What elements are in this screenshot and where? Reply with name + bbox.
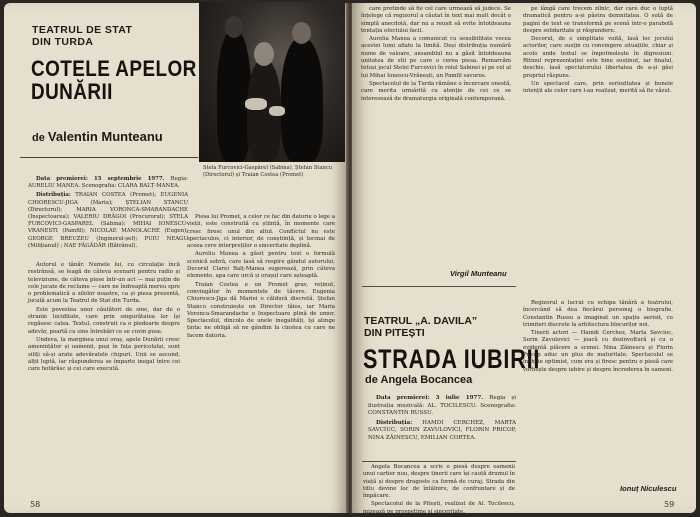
photo-figure-left — [217, 30, 251, 162]
cast2-label: Distribuția: — [376, 419, 413, 426]
theatre-name-line-1: TEATRUL DE STAT — [32, 24, 133, 36]
premiere-date: Data premierei: 15 septembrie 1977. — [36, 176, 165, 182]
paragraph: Decorul, de o simplitate voită, lasă loc jocului actorilor, care susțin cu convingere situațiile, chiar și acolo unde textul se împotmolește în digresiuni. Ritmul reprezentației este bine susținut, iar finalul, deschis, lasă spectatorului libertatea de a-și găsi propriul răspuns. — [523, 36, 673, 79]
theatre2-line-2: DIN PITEȘTI — [364, 327, 425, 339]
right-article-column-2 — [523, 6, 673, 97]
section-divider — [362, 286, 516, 287]
review-signature-2: Ionuț Niculescu — [620, 484, 677, 493]
author-name: Valentin Munteanu — [47, 129, 163, 144]
paragraph: care pretinde să fie cel care urmează să judece. Se înțelege că regizorul a căutat în text mai mult decât o simplă anecdotă, dar nu a reușit să evite întotdeauna tentația efectului facil. — [361, 6, 511, 34]
review-signature-1: Virgil Munteanu — [450, 269, 507, 278]
credits-block — [28, 176, 188, 250]
paragraph: pe lângă care trecem zilnic, dar care duc o luptă dramatică pentru a-și păstra demnitatea. O sută de pagini de text se transformă pe scenă într-o parabolă despre solidaritate și răspundere. — [523, 6, 673, 34]
play-title-line-1: COTELE APELOR — [31, 56, 197, 81]
cast2-list: HAMDI CERCHEZ, MARTA SAVCIUC, SORIN ZAVULOVICI, FLORIN PRICOP, NINA ZĂINESCU, EMILIAN CORTEA. — [368, 419, 516, 441]
left-article-column-2 — [187, 214, 335, 341]
theatre2-name — [364, 315, 477, 339]
photo-head-left — [225, 16, 243, 38]
photo-head-center — [254, 42, 274, 66]
paragraph: Spectacolul de la Pitești, realizat de Al. Tocilescu, mizează pe prospețime și sinceritate. — [363, 501, 515, 515]
photo-hands-2 — [269, 106, 285, 116]
production-photo — [199, 2, 345, 162]
credits2-rule — [362, 461, 516, 462]
theatre-name-line-2: DIN TURDA — [32, 36, 94, 48]
paragraph: Este povestea unor căutători de sine, dar de o stranie luciditate, care prin singurătatea lor își regăsesc calea. Textul, construit ca o pledoarie despre adevăr, poartă cu sine întrebări ce se cuvin puse. — [28, 306, 180, 335]
left-article-column-1 — [28, 262, 180, 374]
paragraph: Un spectacol care, prin seriozitatea și bunele intenții ale celor care l-au realizat, merită să fie văzut. — [523, 80, 673, 95]
right-article-column-1 — [361, 6, 511, 104]
paragraph: Traian Costea e un Promet grav, reținut, convingător în momentele de tăcere. Eugenia Chiorescu-Jiga dă Mariei o căldură discretă. Ștefan Stancu construiește un Director tăios, iar Maria Voronca-Smarandache o Inspectoare plină de umor. Spectacolul, dincolo de unele inegalități, își atinge ținta: ne obligă să ne gândim la cinstea cu care ne facem datoria. — [187, 281, 335, 339]
theatre2-line-1: TEATRUL „A. DAVILA” — [364, 315, 478, 327]
play-title-line-2: DUNĂRII — [31, 79, 113, 104]
author2-byline — [365, 374, 472, 386]
paragraph: Aurelia Manea a comunicat cu sensibilitate vocea acestei lumi aflate la limită. Deși distribuția numără nume de valoare, ansamblul nu a găsit întotdeauna unitatea de stil pe care o cerea piesa. Remarcăm totuși jocul Stelei Furcovici în rolul Sabinei și pe cel al lui Mihai Ionescu-Vrănești, un Pamfil savuros. — [361, 36, 511, 79]
photo-figure-right — [281, 38, 323, 162]
paragraph: Undeva, la marginea unui oraș, apele Dunării cresc amenințător și oamenii, puși în fața pericolului, sunt siliți să-și arate adevăratele chipuri. Unii se ascund, alții luptă, iar răspunderea se împarte inegal între cei care hotărăsc și cei care execută. — [28, 336, 180, 373]
paragraph: Piesa lui Promet, a celor ce fac din datorie o lege a vieții, este construită cu știință, în momente care cresc firesc unul din altul. Conflictul nu este spectaculos, ci interior, de conștiință, și tocmai de aceea cere interpreților o sinceritate deplină. — [187, 214, 335, 250]
photo-head-right — [292, 22, 311, 44]
paragraph: Angela Bocancea a scris o piesă despre oamenii unui cartier nou, despre tinerii care își caută drumul în viață și despre dragoste ca formă de curaj. Strada din titlu devine loc de întâlnire, de confruntare și de împăcare. — [363, 464, 515, 500]
cast-list: TRAIAN COSTEA (Promet); EUGENIA CHIORESCU-JIGA (Maria); ȘTELIAN STANCU (Directorul); MARIA VORONCA-SMARANDACHE (Inspectoarea); VALERIU DRĂGOI (Procurorul); STELA FURCOVICI-GASPAREL (Sabina); MIHAI IONESCU-VRANESTI (Pamfil); NICOLAE MANOLACHE (Eugen); GEORGE BREUZEU (Inginerul-șef); PUIU NEAGU (Milițianul) ; NAE FĂGĂDĂR (Bătrânul). — [28, 192, 188, 249]
paragraph: Spectacolul de la Turda rămâne o încercare onestă, care merita urmărită cu atenție de cei ce se interesează de dramaturgia originală contemporană. — [361, 80, 511, 102]
author-byline — [32, 129, 163, 144]
direction2-credits: Regia și ilustrația muzicală: AL. TOCILESCU. Scenografia: CONSTANTIN RUSSU. — [368, 395, 516, 417]
page-number-right: 59 — [664, 500, 675, 509]
paragraph: Aureliu Manea a găsit pentru text o formulă scenică sobră, care lasă să respire gândul autorului. Decorul Clarei Balț-Manea sugerează, prin câteva elemente, apa care urcă și orașul care așteaptă. — [187, 251, 335, 280]
right-article-column-3 — [363, 464, 515, 517]
cast-label: Distribuția: — [36, 192, 71, 199]
photo-caption: Stela Furcovici-Gaspărel (Sabina), Ștefan Stancu (Directorul) și Traian Costea (Promet) — [203, 165, 333, 178]
credits2-block — [368, 395, 516, 443]
byline-prefix: de — [32, 132, 45, 144]
paragraph: Autorul e tânăr. Numele lui, cu circulație încă restrânsă, se leagă de câteva scenarii pentru radio și televiziune, de câteva piese într-un act — mai puțin de cele jucate de reclame — care ne îndreaptă mereu spre o problematică a zilelor noastre, ca și piesa prezentă, jucată acum la Teatrul de Stat din Turda. — [28, 262, 180, 305]
photo-hands — [245, 98, 267, 110]
paragraph: Regizorul a lucrat cu echipa tânără a teatrului, încercând să dea fiecărui personaj o biografie. Constantin Russu a imaginat un spațiu aerisit, cu trimiteri discrete la arhitectura blocurilor noi. — [523, 300, 673, 328]
paragraph: Tinerii actori — Hamdi Cerchez, Marta Savciuc, Sorin Zavulovici — joacă cu dezinvoltură și cu o evidentă plăcere a scenei. Nina Zăinescu și Florin Pricop aduc un plus de maturitate. Spectacolul se încheie optimist, cum era și firesc pentru o piesă care vorbește despre iubire și despre încrederea în oameni. — [523, 330, 673, 373]
right-article-column-4 — [523, 300, 673, 375]
premiere2-date: Data premierei: 3 iulie 1977. — [376, 395, 484, 401]
direction-credits: Regia: AURELIU MANEA. Scenografia: CLARA BALȚ-MANEA. — [28, 176, 188, 190]
play2-title: STRADA IUBIRII — [363, 344, 541, 374]
page-number-left: 58 — [30, 500, 41, 509]
author2-name: Angela Bocancea — [380, 374, 473, 386]
byline2-prefix: de — [365, 374, 378, 386]
